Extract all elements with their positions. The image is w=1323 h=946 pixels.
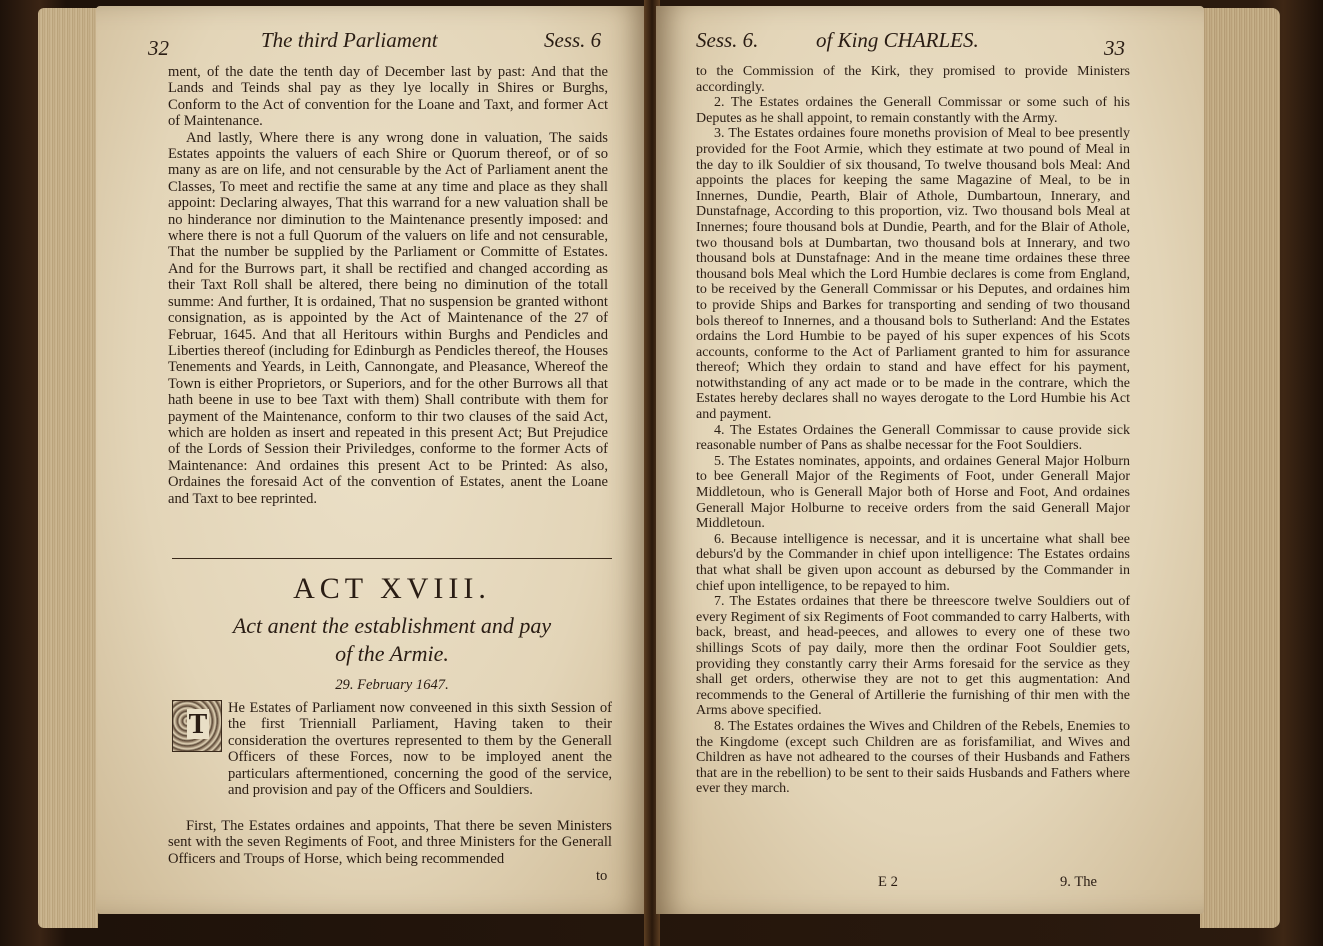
left-catchword: to [596,868,608,884]
page-edges-left [38,8,98,928]
right-page-number: 33 [1104,36,1125,60]
paragraph: ment, of the date the tenth day of December last by past: And that the Lands and Teinds shal pay as they lye locally in Shires or Burghs, Conform to the Act of convention for the Loane and Taxt, and former Act of Maintenance. [168,64,608,130]
ornamental-dropcap [172,700,222,752]
right-running-head-session: Sess. 6. [696,28,759,52]
act-first-clause [168,818,612,867]
signature-mark: E 2 [878,874,898,890]
act-date: 29. February 1647. [335,677,449,693]
right-text [696,64,1130,797]
paragraph: 7. The Estates ordaines that there be threescore twelve Souldiers out of every Regiment of six Regiments of Foot commanded to carry Halberts, with back, breast, and head-peeces, and allowes to every one of these two shillings Scots of pay daily, more then the ordinar Foot Souldier gets, providing they constantly carry their Arms foresaid for the service as they shall get orders, otherwise they are not to get this augmentation: And recommends to the General of Artillerie the furnishing of thir men with the Arms above specified. [696,594,1130,719]
right-catchword: 9. The [1060,874,1098,890]
left-top-text [168,64,608,507]
act-body-first [228,700,612,798]
act-subtitle-line1: Act anent the establishment and pay [232,613,552,638]
paragraph: to the Commission of the Kirk, they promised to provide Ministers accordingly. [696,64,1130,95]
section-rule [172,558,612,559]
right-page [656,6,1204,914]
paragraph: 2. The Estates ordaines the Generall Commissar or some such of his Deputes as he shall appoint, to remain constantly with the Army. [696,95,1130,126]
left-running-head-title: The third Parliament [261,28,438,52]
left-page-number: 32 [148,36,169,60]
act-title: ACT XVIII. [293,572,491,605]
left-running-head-session: Sess. 6 [544,28,602,52]
paragraph: 8. The Estates ordaines the Wives and Children of the Rebels, Enemies to the Kingdome (except such Children are as forisfamiliat, and Wives and Children as have not adheared to the courses of their Husbands and Fathers that are in the rebellion) to be sent to their saids Husbands and Fathers where ever they march. [696,718,1130,797]
paragraph: 6. Because intelligence is necessar, and it is uncertaine what shall bee deburs'd by the Commander in chief upon intelligence: The Estates ordains that what shall be given upon account as debursed by the Commander in chief upon intelligence, to be repayed to him. [696,531,1130,594]
dropcap-letter: T [188,709,208,740]
act-subtitle-line2: of the Armie. [335,641,449,666]
paragraph: First, The Estates ordaines and appoints, That there be seven Ministers sent with the seven Regiments of Foot, and three Ministers for the Generall Officers and Troups of Horse, which being recommended [168,818,612,867]
paragraph: 4. The Estates Ordaines the Generall Commissar to cause provide sick reasonable number of Pans as shalbe necessar for the Foot Souldiers. [696,422,1130,454]
paragraph: 3. The Estates ordaines foure moneths provision of Meal to bee presently provided for the Foot Armie, which they estimate at two pound of Meal in the day to ilk Souldier of six thousand, To twelve thousand bols Meal: And appoints the places for keeping the same Magazine of Meal, to be in Innernes, Dundie, Pearth, Blair of Athole, Dumbartoun, Innerary, and Dunstafnage, According to this proportion, viz. Two thousand bols Meal at Innernes; foure thousand bols at Dundie, Pearth, and for the Blair of Athole, two thousand bols at Dumbartan, two thousand bols at Innerary, and two thousand bols at Dunstafnage: And in the meane time ordaines these three thousand bols Meal which the Lord Humbie declares is come from England, to be received by the Generall Commissar or his Deputes, and ordaines him to provide Ships and Barkes for transporting and sending of two thousand bols thereof to Innernes, and a thousand bols to Sutherland: And the Estates ordains the Lord Humbie to be payed of his super expences of his Scots accounts, conforme to the Act of Parliament granted to him for assurance thereof; Which they ordain to stand and have effect for his payment, notwithstanding of any act made or to be made in the contrare, which the Estates hereby declares shall no wayes derogate to the Lord Humbie his Act and payment. [696,126,1130,423]
left-page [96,6,648,914]
right-running-head-title: of King CHARLES. [816,28,979,52]
paragraph: And lastly, Where there is any wrong done in valuation, The saids Estates appoints the valuers of each Shire or Quorum thereof, or of so many as are on life, and not censurable by the Act of Parliament anent the Classes, To meet and rectifie the same at any time and place as they shall appoint: Declaring alwayes, That this warrand for a new valuation shall be no hinderance nor diminution to the Maintenance presently imposed: and where there is not a full Quorum of the valuers on life and not censurable, That the number be supplied by the Parliament or Committe of Estates. And for the Burrows part, it shall be rectified and changed according as their Taxt Roll shall be altered, there being no diminution of the totall summe: And further, It is ordained, That no suspension be granted withont consignation, as is appointed by the Act of Maintenance of the 27 of Februar, 1645. And that all Heritours within Burghs and Pendicles and Liberties thereof (including for Edinburgh as Pendicles thereof, the Houses Tenements and Yeards, in Leith, Cannongate, and Pleasance, Whereof the Town is either Proprietors, or Superiors, and for the other Burrows all that hath beene in use to bee Taxt with them) Shall contribute with them for payment of the Maintenance, conform to thir two clauses of the said Act, which are holden as insert and repeated in this present Act; But Prejudice of the Lords of Session their Priviledges, conforme to the former Acts of Maintenance: And ordaines this present Act to be Printed: As also, Ordaines the foresaid Act of the convention of Estates, anent the Loane and Taxt to bee reprinted. [168,129,608,507]
paragraph: 5. The Estates nominates, appoints, and ordaines General Major Holburn to bee Generall Major of the Regiments of Foot, under Generall Major Middletoun, who is Generall Major both of Horse and Foot, And ordaines Generall Major Holburne to receive orders from the said Generall Major Middletoun. [696,453,1130,532]
paragraph: He Estates of Parliament now conveened in this sixth Session of the first Trienniall Parliament, Having taken to their consideration the overtures represented to them by the Generall Officers of these Forces, now to be imployed anent the particulars aftermentioned, concerning the good of the service, and provision and pay of the Officers and Souldiers. [228,700,612,799]
page-edges-right [1200,8,1280,928]
